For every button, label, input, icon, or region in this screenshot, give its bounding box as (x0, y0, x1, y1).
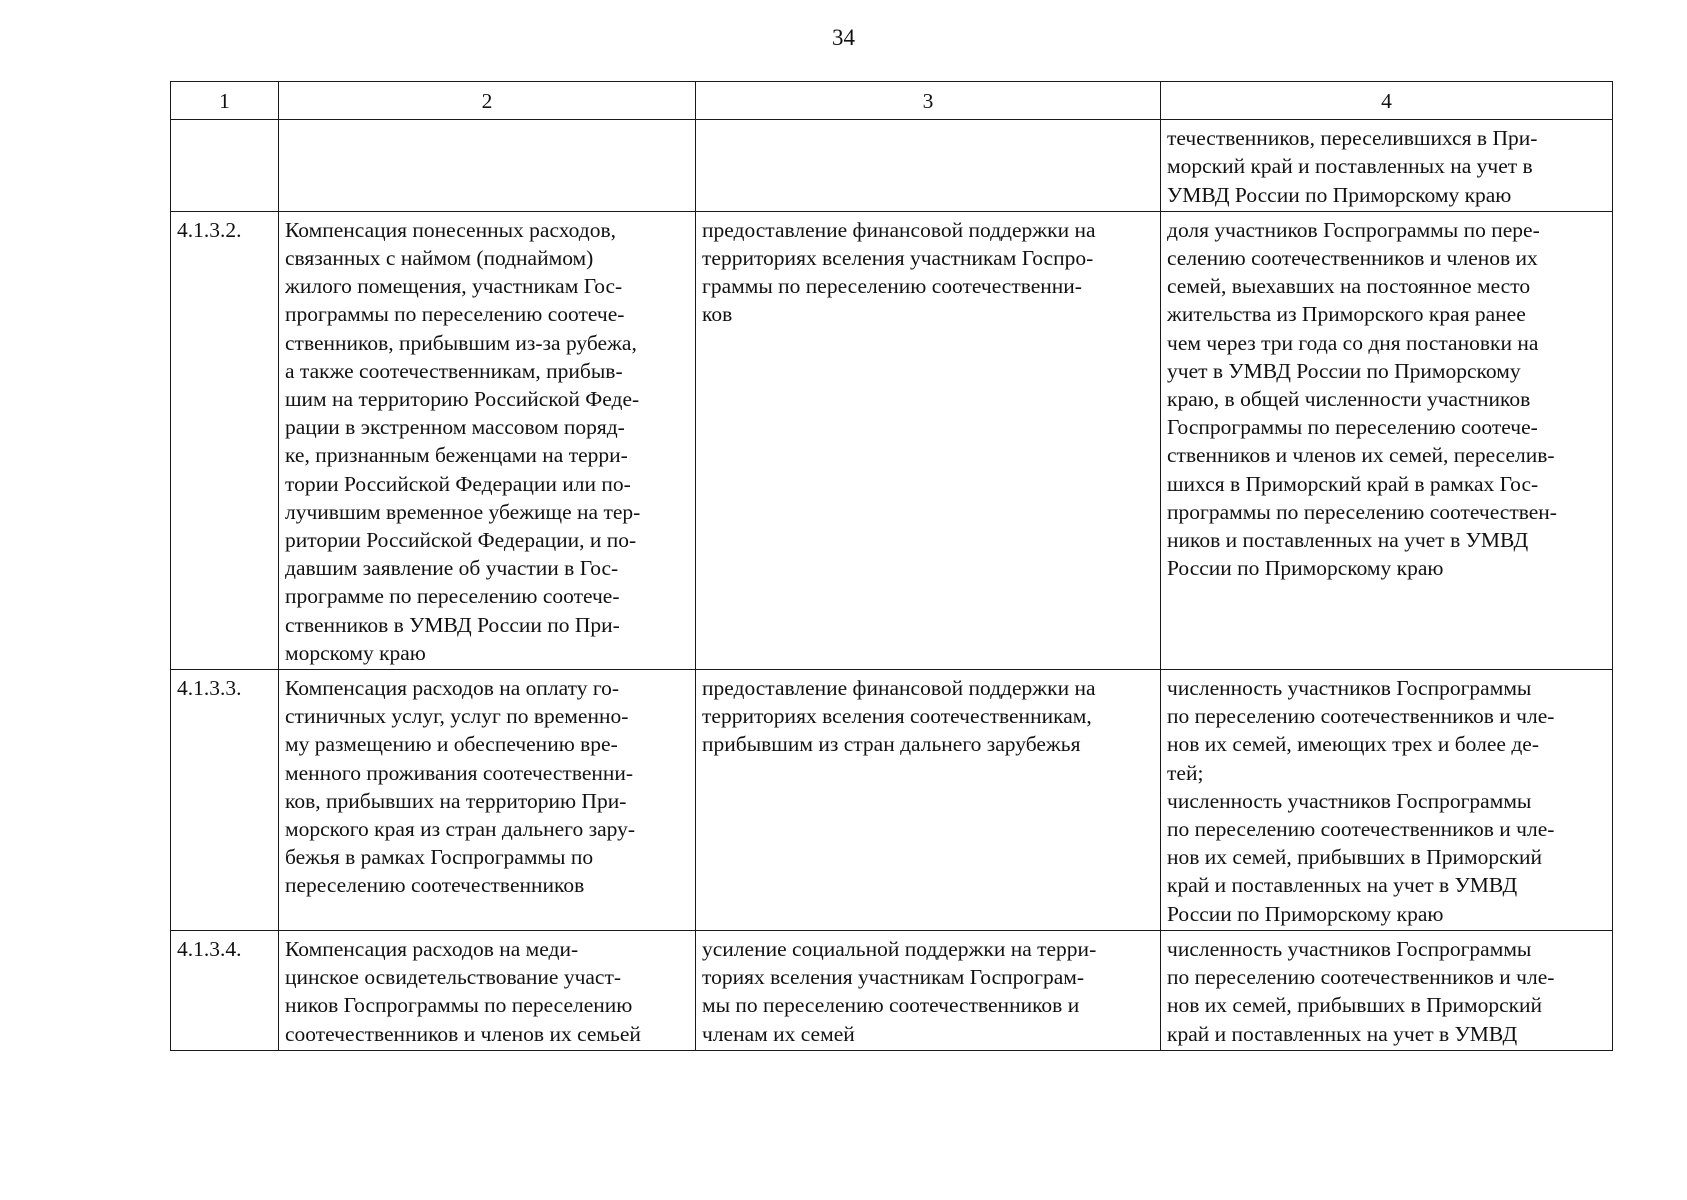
expected-result-cell (696, 670, 1161, 931)
cell-text-line: России по Приморскому краю (1167, 901, 1444, 926)
cell-text-line: чем через три года со дня постановки на (1167, 330, 1539, 355)
cell-text-line: край и поставленных на учет в УМВД (1167, 1021, 1518, 1046)
cell-text-line: соотечественников и членов их семьей (285, 1021, 641, 1046)
cell-text-line: шихся в Приморский край в рамках Гос- (1167, 471, 1539, 496)
cell-text-line: территориях вселения соотечественникам, (702, 704, 1092, 729)
cell-text-line: по переселению соотечественников и чле- (1167, 965, 1555, 990)
cell-text-line: ственников в УМВД России по При- (285, 612, 620, 637)
expected-result-cell (696, 930, 1161, 1050)
cell-text-line: ников Госпрограммы по переселению (285, 993, 633, 1018)
cell-text-line: менного проживания соотечественни- (285, 760, 634, 785)
cell-text-line: ственников, прибывшим из-за рубежа, (285, 330, 637, 355)
cell-text-line: связанных с наймом (поднаймом) (285, 246, 594, 271)
cell-text-line: семей, выехавших на постоянное место (1167, 274, 1531, 299)
cell-text-line: программы по переселению соотечествен- (1167, 499, 1557, 524)
measure-cell (279, 670, 696, 931)
cell-text-line: морский край и поставленных на учет в (1167, 154, 1533, 179)
row-number-cell: 4.1.3.3. (171, 670, 279, 931)
row-number-cell: 4.1.3.4. (171, 930, 279, 1050)
indicator-cell (1161, 211, 1613, 669)
indicator-cell (1161, 120, 1613, 212)
table-row (171, 930, 1613, 1050)
cell-text-line: нов их семей, прибывших в Приморский (1167, 993, 1543, 1018)
cell-text-line: России по Приморскому краю (1167, 556, 1444, 581)
row-number-cell: 4.1.3.2. (171, 211, 279, 669)
cell-text-line: переселению соотечественников (285, 873, 585, 898)
cell-text-line: по переселению соотечественников и чле- (1167, 817, 1555, 842)
cell-text-line: ников и поставленных на учет в УМВД (1167, 528, 1529, 553)
cell-text-line: численность участников Госпрограммы (1167, 788, 1532, 813)
cell-text-line: численность участников Госпрограммы (1167, 676, 1532, 701)
cell-text-line: по переселению соотечественников и чле- (1167, 704, 1555, 729)
cell-text-line: ке, признанным беженцами на терри- (285, 443, 628, 468)
measure-cell (279, 930, 696, 1050)
cell-text-line: морскому краю (285, 640, 426, 665)
cell-text-line: тей; (1167, 760, 1204, 785)
cell-text-line: краю, в общей численности участников (1167, 387, 1531, 412)
page-number: 34 (832, 25, 855, 50)
cell-text-line: Компенсация понесенных расходов, (285, 217, 616, 242)
cell-text-line: бежья в рамках Госпрограммы по (285, 845, 594, 870)
header-col-4: 4 (1161, 82, 1613, 120)
cell-text-line: ториях вселения участникам Госпрограм- (702, 965, 1085, 990)
cell-text-line: давшим заявление об участии в Гос- (285, 556, 619, 581)
cell-text-line: жилого помещения, участникам Гос- (285, 274, 623, 299)
table-header-row (171, 82, 1613, 120)
cell-text-line: ков, прибывших на территорию При- (285, 788, 627, 813)
cell-text-line: программе по переселению соотече- (285, 584, 620, 609)
cell-text-line: му размещению и обеспечению вре- (285, 732, 618, 757)
cell-text-line: ственников и членов их семей, переселив- (1167, 443, 1555, 468)
program-measures-table (170, 81, 1613, 1051)
cell-text-line: усиление социальной поддержки на терри- (702, 936, 1097, 961)
measure-cell (279, 211, 696, 669)
cell-text-line: численность участников Госпрограммы (1167, 936, 1532, 961)
cell-text-line: Госпрограммы по переселению соотече- (1167, 415, 1538, 440)
row-number-cell (171, 120, 279, 212)
measure-cell (279, 120, 696, 212)
cell-text-line: прибывшим из стран дальнего зарубежья (702, 732, 1081, 757)
cell-text-line: ков (702, 302, 733, 327)
cell-text-line: доля участников Госпрограммы по пере- (1167, 217, 1540, 242)
cell-text-line: тории Российской Федерации или по- (285, 471, 631, 496)
cell-text-line: граммы по переселению соотечественни- (702, 274, 1082, 299)
cell-text-line: рации в экстренном массовом поряд- (285, 415, 625, 440)
cell-text-line: учет в УМВД России по Приморскому (1167, 358, 1521, 383)
table-row (171, 670, 1613, 931)
cell-text-line: селению соотечественников и членов их (1167, 246, 1538, 271)
cell-text-line: а также соотечественникам, прибыв- (285, 358, 623, 383)
indicator-cell (1161, 670, 1613, 931)
cell-text-line: УМВД России по Приморскому краю (1167, 182, 1512, 207)
cell-text-line: программы по переселению соотече- (285, 302, 625, 327)
cell-text-line: территориях вселения участникам Госпро- (702, 246, 1094, 271)
cell-text-line: жительства из Приморского края ранее (1167, 302, 1526, 327)
header-col-3: 3 (696, 82, 1161, 120)
cell-text-line: мы по переселению соотечественников и (702, 993, 1080, 1018)
cell-text-line: ритории Российской Федерации, и по- (285, 528, 637, 553)
table-row (171, 120, 1613, 212)
cell-text-line: цинское освидетельствование участ- (285, 965, 622, 990)
indicator-cell (1161, 930, 1613, 1050)
header-col-2: 2 (279, 82, 696, 120)
cell-text-line: Компенсация расходов на меди- (285, 936, 579, 961)
cell-text-line: лучившим временное убежище на тер- (285, 499, 641, 524)
expected-result-cell (696, 211, 1161, 669)
cell-text-line: Компенсация расходов на оплату го- (285, 676, 620, 701)
cell-text-line: предоставление финансовой поддержки на (702, 217, 1096, 242)
cell-text-line: шим на территорию Российской Феде- (285, 387, 640, 412)
table-row (171, 211, 1613, 669)
header-col-1: 1 (171, 82, 279, 120)
cell-text-line: стиничных услуг, услуг по временно- (285, 704, 629, 729)
cell-text-line: членам их семей (702, 1021, 855, 1046)
cell-text-line: край и поставленных на учет в УМВД (1167, 873, 1518, 898)
expected-result-cell (696, 120, 1161, 212)
cell-text-line: течественников, переселившихся в При- (1167, 126, 1538, 151)
cell-text-line: нов их семей, прибывших в Приморский (1167, 845, 1543, 870)
cell-text-line: морского края из стран дальнего зару- (285, 817, 635, 842)
cell-text-line: нов их семей, имеющих трех и более де- (1167, 732, 1539, 757)
cell-text-line: предоставление финансовой поддержки на (702, 676, 1096, 701)
